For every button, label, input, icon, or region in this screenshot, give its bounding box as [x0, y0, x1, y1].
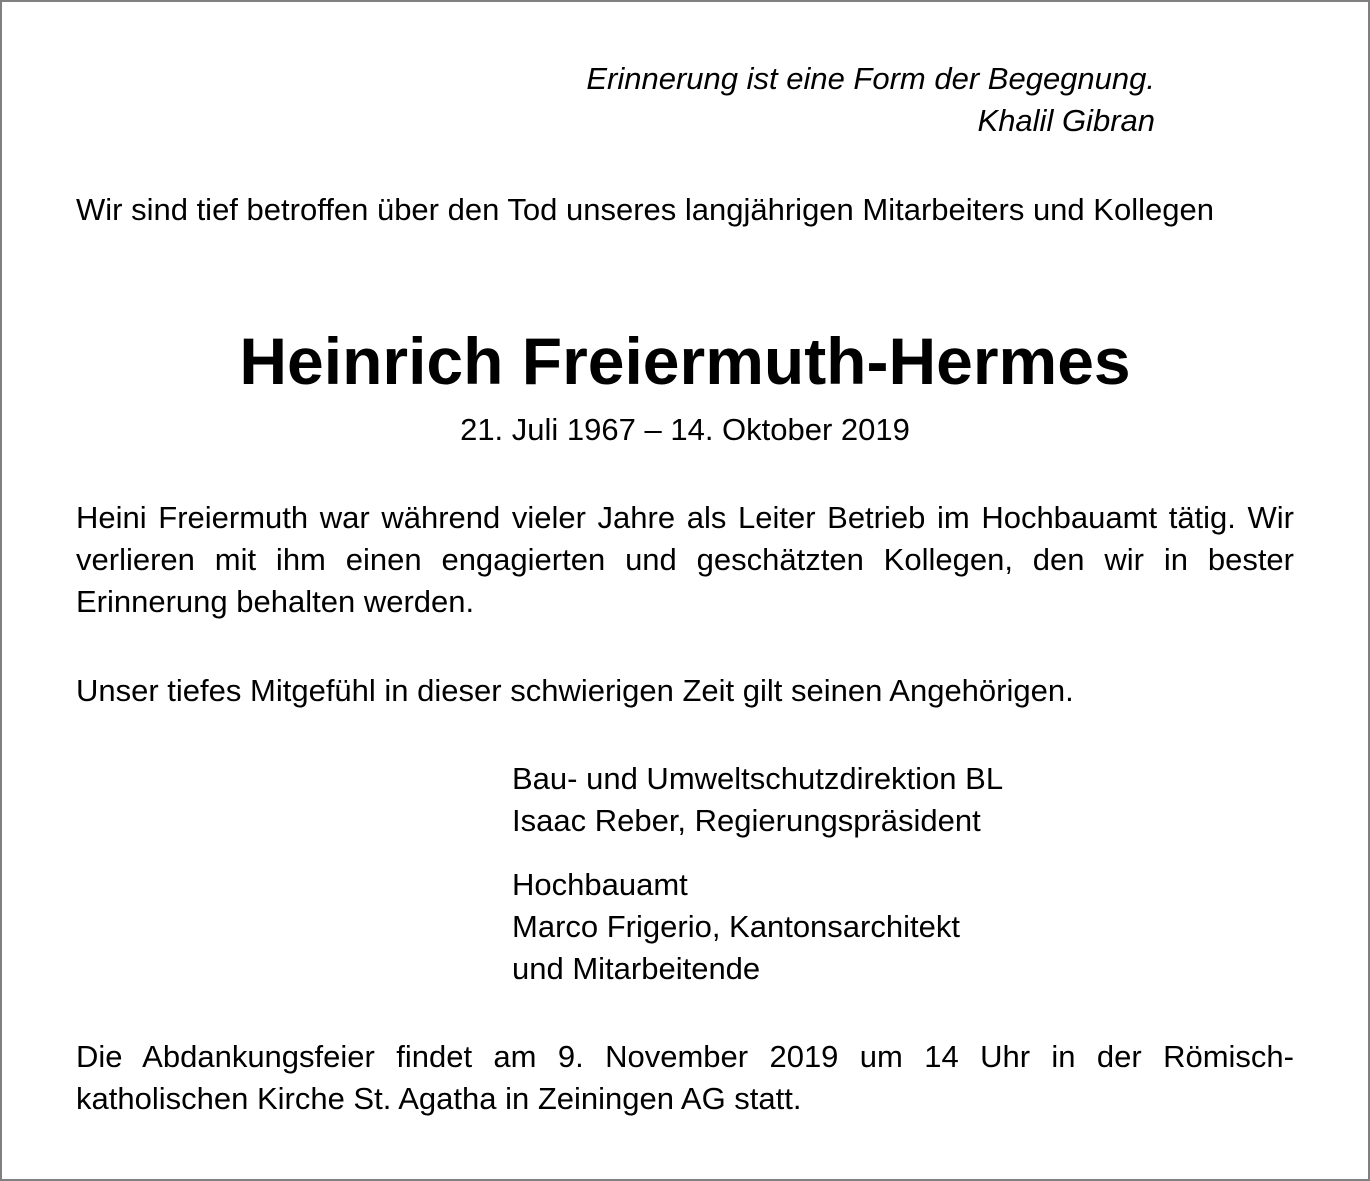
signature-line: Bau- und Umweltschutzdirektion BL [512, 761, 1004, 796]
tribute-paragraph: Heini Freiermuth war während vieler Jahre als Leiter Betrieb im Hochbauamt tätig. Wir verlieren mit ihm einen engagierten und geschätzten Kollegen, den wir in bester Erinnerung behalten werden. [76, 500, 1294, 619]
signature-line: Hochbauamt [512, 867, 688, 902]
quote-text: Erinnerung ist eine Form der Begegnung. [586, 61, 1155, 96]
signature-block-directorate [512, 758, 1332, 842]
quote-author: Khalil Gibran [977, 103, 1155, 138]
condolence-paragraph: Unser tiefes Mitgefühl in dieser schwierigen Zeit gilt seinen Angehörigen. [76, 673, 1074, 708]
deceased-name: Heinrich Freiermuth-Hermes [239, 324, 1131, 398]
signature-line: Isaac Reber, Regierungspräsident [512, 803, 981, 838]
signature-block-hochbauamt [512, 864, 1332, 990]
intro-text: Wir sind tief betroffen über den Tod unseres langjährigen Mitarbeiters und Kollegen [76, 192, 1214, 227]
ceremony-notice: Die Abdankungsfeier findet am 9. November 2019 um 14 Uhr in der Römisch-katholischen Kirche St. Agatha in Zeiningen AG statt. [76, 1039, 1294, 1116]
life-dates: 21. Juli 1967 – 14. Oktober 2019 [460, 412, 910, 447]
signature-line: Marco Frigerio, Kantonsarchitekt [512, 909, 960, 944]
signature-line: und Mitarbeitende [512, 951, 761, 986]
